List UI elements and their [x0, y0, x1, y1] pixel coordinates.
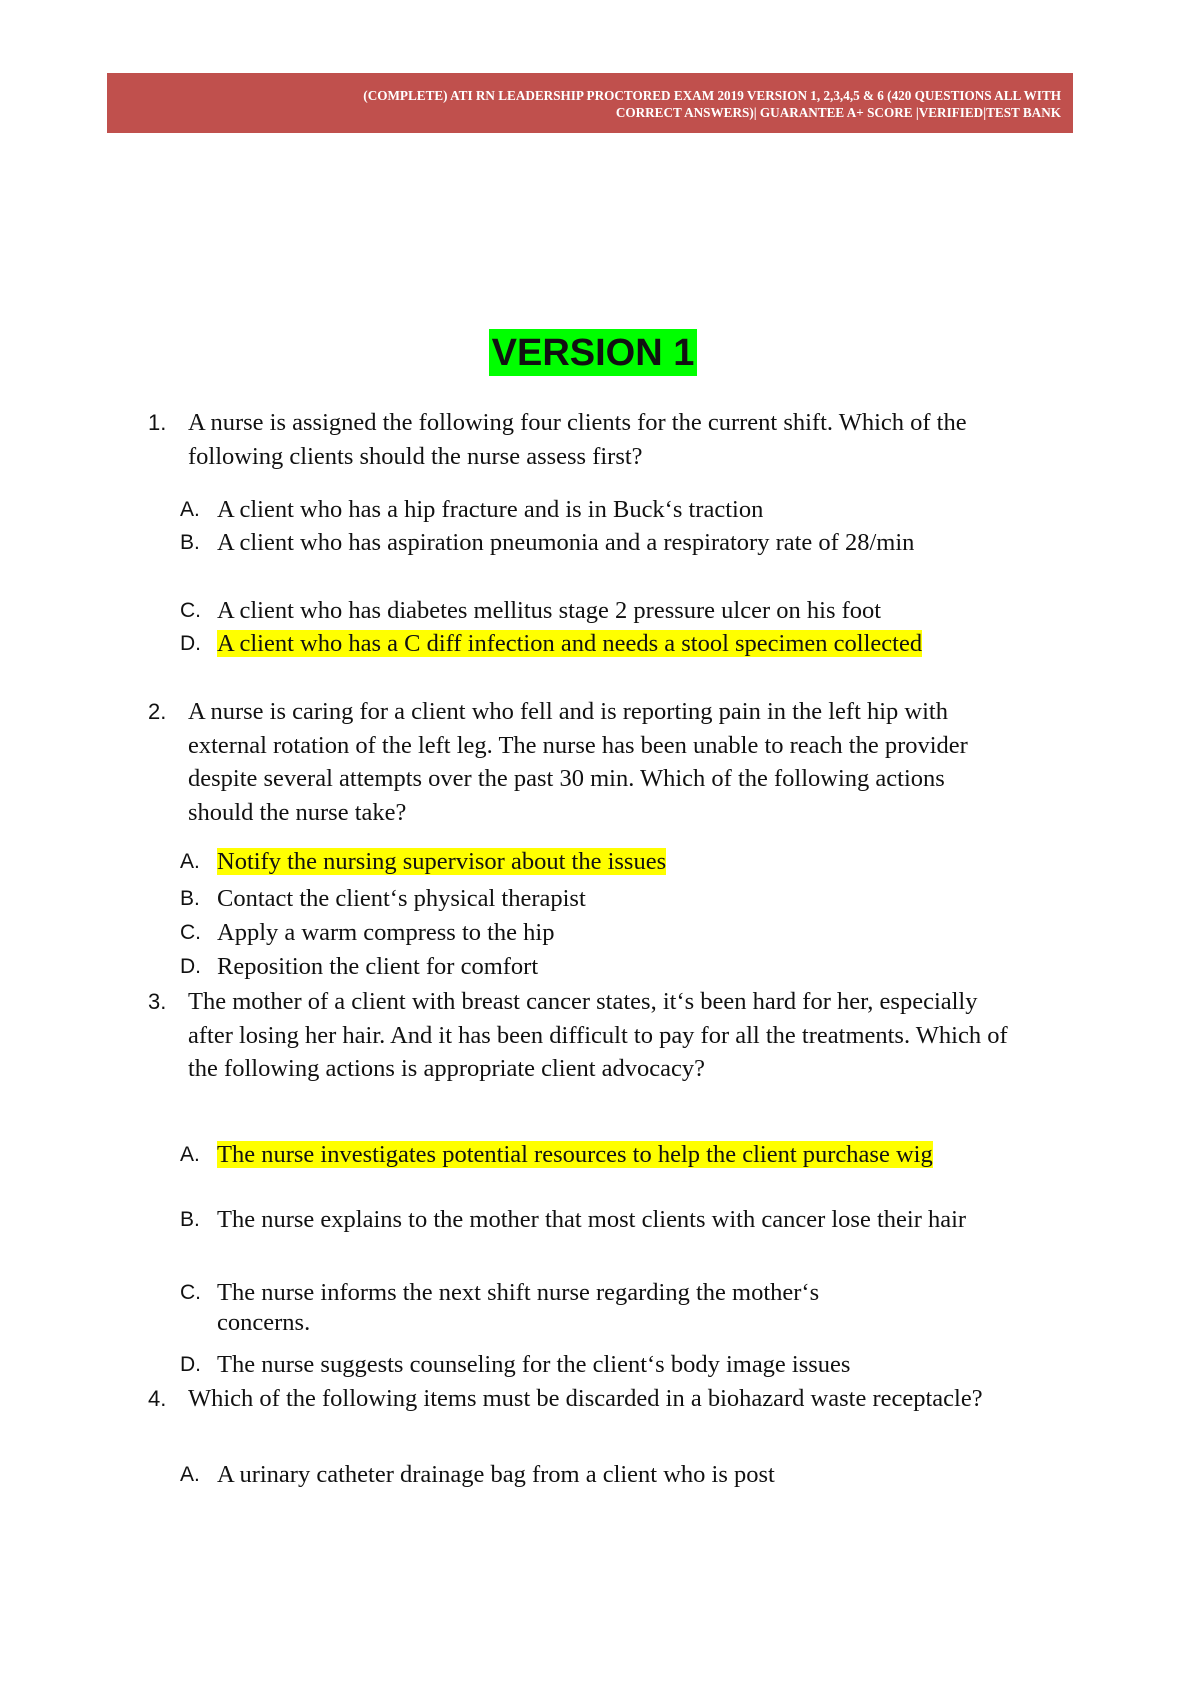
option-letter: B.: [180, 1208, 200, 1231]
option-letter: A.: [180, 850, 200, 873]
option-text: Apply a warm compress to the hip: [217, 919, 555, 946]
version-heading-wrap: [0, 329, 1190, 376]
option-letter: A.: [180, 1143, 200, 1166]
option-text: A client who has a hip fracture and is in Buck‘s traction: [217, 496, 764, 523]
header-line-2: CORRECT ANSWERS)| GUARANTEE A+ SCORE |VERIFIED|TEST BANK: [615, 105, 1061, 120]
question-2-option-b: [180, 884, 1000, 914]
option-text-highlighted: Notify the nursing supervisor about the issues: [217, 848, 667, 875]
option-text: A urinary catheter drainage bag from a client who is post: [217, 1461, 775, 1488]
question-3-option-d: [180, 1350, 1000, 1380]
question-4-option-a: [180, 1460, 1000, 1490]
header-banner: [107, 73, 1073, 133]
option-text: Contact the client‘s physical therapist: [217, 885, 586, 912]
option-text: Reposition the client for comfort: [217, 953, 539, 980]
option-letter: C.: [180, 921, 201, 944]
option-letter: D.: [180, 955, 201, 978]
question-text: A nurse is assigned the following four clients for the current shift. Which of the following clients should the nurse assess first?: [188, 409, 967, 470]
option-letter: C.: [180, 599, 201, 622]
question-1-option-c: [180, 596, 1000, 626]
question-2-option-d: [180, 952, 1000, 982]
option-letter: A.: [180, 1463, 200, 1486]
option-letter: B.: [180, 887, 200, 910]
question-text: A nurse is caring for a client who fell and is reporting pain in the left hip with external rotation of the left leg. The nurse has been unable to reach the provider despite several attempts over the past 30 min. Which of the following actions should the nurse take?: [188, 698, 968, 826]
question-number: 2.: [148, 699, 167, 724]
option-text: A client who has aspiration pneumonia and a respiratory rate of 28/min: [217, 529, 915, 556]
option-text-highlighted: A client who has a C diff infection and needs a stool specimen collected: [217, 630, 923, 657]
option-text: The nurse suggests counseling for the client‘s body image issues: [217, 1351, 851, 1378]
option-text: The nurse informs the next shift nurse regarding the mother‘s concerns.: [217, 1279, 820, 1336]
question-number: 4.: [148, 1386, 167, 1411]
question-number: 3.: [148, 989, 167, 1014]
question-text: The mother of a client with breast cancer states, it‘s been hard for her, especially after losing her hair. And it has been difficult to pay for all the treatments. Which of the following actions is appropriate client advocacy?: [188, 988, 1008, 1082]
question-1: [148, 406, 1008, 473]
question-2-option-c: [180, 918, 1000, 948]
question-1-option-d: [180, 629, 1000, 659]
question-2-option-a: [180, 847, 1000, 877]
option-text: The nurse explains to the mother that most clients with cancer lose their hair: [217, 1206, 967, 1233]
option-letter: A.: [180, 498, 200, 521]
option-letter: B.: [180, 531, 200, 554]
option-letter: D.: [180, 1353, 201, 1376]
question-2: [148, 695, 1008, 829]
option-text: A client who has diabetes mellitus stage 2 pressure ulcer on his foot: [217, 597, 882, 624]
question-3-option-c: [180, 1278, 1000, 1338]
option-letter: D.: [180, 632, 201, 655]
question-number: 1.: [148, 410, 167, 435]
question-4: [148, 1382, 1008, 1416]
version-title: VERSION 1: [489, 329, 698, 376]
question-3-option-b: [180, 1205, 1000, 1235]
question-3: [148, 985, 1008, 1086]
option-letter: C.: [180, 1281, 201, 1304]
option-text-highlighted: The nurse investigates potential resources to help the client purchase wig: [217, 1141, 933, 1168]
question-1-option-b: [180, 528, 1000, 558]
question-1-option-a: [180, 495, 1000, 525]
header-line-1: (COMPLETE) ATI RN LEADERSHIP PROCTORED EXAM 2019 VERSION 1, 2,3,4,5 & 6 (420 QUESTIONS ALL WITH: [363, 88, 1061, 103]
question-text: Which of the following items must be discarded in a biohazard waste receptacle?: [188, 1385, 983, 1412]
question-3-option-a: [180, 1140, 1000, 1170]
